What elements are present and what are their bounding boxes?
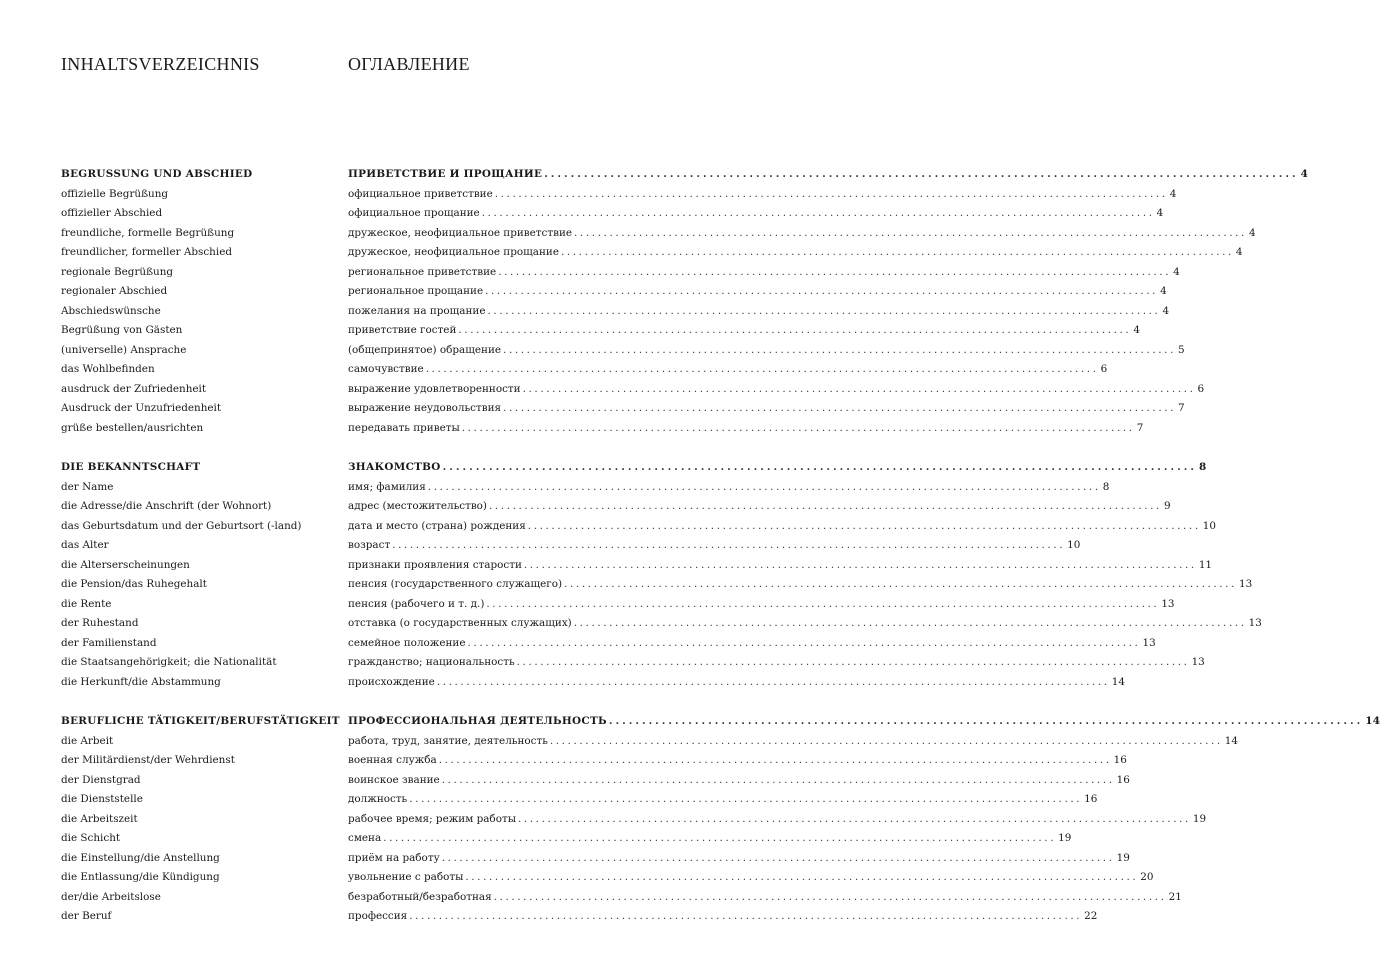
page-number: 13: [1161, 597, 1175, 610]
entry-title: передавать приветы: [348, 421, 460, 434]
toc-entry-german: der Familienstand: [61, 636, 157, 649]
dot-leader: ..................................................................................................................: [486, 597, 1160, 610]
entry-title: ПРОФЕССИОНАЛЬНАЯ ДЕЯТЕЛЬНОСТЬ: [348, 715, 607, 727]
entry-title: региональное приветствие: [348, 265, 497, 278]
page-number: 13: [1142, 636, 1156, 649]
dot-leader: ..................................................................................................................: [438, 754, 1112, 766]
entry-title: дружеское, неофициальное прощание: [348, 246, 559, 258]
dot-leader: ..................................................................................................................: [467, 636, 1141, 649]
dot-leader: ..................................................................................................................: [517, 812, 1191, 825]
toc-entry-german: regionale Begrüßung: [61, 265, 174, 278]
toc-entry-russian: [348, 790, 1098, 809]
dot-leader: ..................................................................................................................: [481, 207, 1155, 219]
toc-entry-russian: [348, 185, 1177, 204]
dot-leader: ..................................................................................................................: [503, 343, 1176, 356]
page-number: 19: [1192, 812, 1207, 825]
page-number: 4: [1235, 246, 1243, 258]
german-contents-heading: INHALTSVERZEICHNIS: [61, 54, 260, 74]
page-number: 4: [1162, 304, 1170, 317]
toc-entry-german: der Dienstgrad: [61, 773, 141, 786]
entry-title: приветствие гостей: [348, 324, 457, 336]
dot-leader: ..................................................................................................................: [441, 773, 1115, 786]
toc-entry-german: offizielle Begrüßung: [61, 187, 169, 200]
toc-entry-german: die Dienststelle: [61, 793, 143, 805]
toc-entry-german: freundlicher, formeller Abschied: [61, 246, 232, 258]
toc-entry-russian: [348, 478, 1110, 497]
dot-leader: ..................................................................................................................: [608, 715, 1364, 727]
entry-title: профессия: [348, 910, 408, 922]
toc-entry-german: die Adresse/die Anschrift (der Wohnort): [61, 500, 272, 512]
entry-title: увольнение с работы: [348, 871, 464, 883]
section-heading-russian: [348, 165, 1309, 184]
entry-title: приём на работу: [348, 851, 440, 864]
page-number: 8: [1102, 480, 1110, 493]
toc-entry-german: regionaler Abschied: [61, 285, 168, 297]
toc-entry-russian: [348, 907, 1098, 926]
page-number: 5: [1177, 343, 1185, 356]
page-number: 4: [1133, 324, 1140, 336]
toc-entry-german: das Wohlbefinden: [61, 363, 155, 375]
entry-title: официальное приветствие: [348, 187, 493, 200]
toc-entry-german: Ausdruck der Unzufriedenheit: [61, 402, 222, 414]
page-number: 13: [1239, 578, 1253, 590]
entry-title: выражение удовлетворенности: [348, 382, 521, 395]
toc-entry-russian: [348, 224, 1256, 243]
toc-entry-russian: [348, 673, 1125, 692]
toc-entry-german: freundliche, formelle Begrüßung: [61, 226, 235, 239]
page-number: 19: [1116, 851, 1130, 864]
dot-leader: ..................................................................................................................: [516, 656, 1190, 668]
page-number: 14: [1224, 734, 1239, 747]
page-number: 7: [1136, 421, 1144, 434]
toc-entry-russian: [348, 497, 1171, 516]
toc-entry-german: die Staatsangehörigkeit; die Nationalität: [61, 656, 277, 668]
toc-entry-russian: [348, 829, 1072, 848]
entry-title: имя; фамилия: [348, 480, 426, 493]
toc-entry-russian: [348, 614, 1262, 633]
dot-leader: ..................................................................................................................: [442, 461, 1198, 473]
page-number: 11: [1198, 558, 1213, 571]
page-number: 4: [1300, 168, 1309, 180]
page-number: 14: [1111, 675, 1125, 688]
toc-entry-german: der Militärdienst/der Wehrdienst: [61, 754, 235, 766]
page-number: 16: [1113, 754, 1127, 766]
page-number: 7: [1178, 402, 1185, 414]
entry-title: региональное прощание: [348, 285, 484, 297]
toc-entry-german: die Alterserscheinungen: [61, 558, 190, 571]
toc-entry-russian: [348, 556, 1213, 575]
entry-title: отставка (о государственных служащих): [348, 617, 572, 629]
dot-leader: ..................................................................................................................: [493, 890, 1167, 903]
dot-leader: ..................................................................................................................: [574, 226, 1247, 239]
toc-entry-russian: [348, 517, 1216, 536]
page-number: 10: [1067, 539, 1081, 551]
page-number: 4: [1160, 285, 1167, 297]
toc-entry-german: grüße bestellen/ausrichten: [61, 421, 204, 434]
page-number: 22: [1084, 910, 1098, 922]
page-number: 4: [1156, 207, 1164, 219]
toc-entry-russian: [348, 282, 1167, 301]
dot-leader: ..................................................................................................................: [409, 793, 1083, 805]
section-heading-russian: [348, 712, 1380, 731]
page-number: 19: [1058, 832, 1072, 844]
dot-leader: ..................................................................................................................: [560, 246, 1234, 258]
toc-entry-russian: [348, 653, 1205, 672]
toc-entry-russian: [348, 243, 1243, 262]
toc-entry-german: die Rente: [61, 597, 112, 610]
toc-entry-russian: [348, 536, 1081, 555]
toc-entry-german: ausdruck der Zufriedenheit: [61, 382, 207, 395]
toc-entry-german: das Geburtsdatum und der Geburtsort (-land): [61, 519, 302, 532]
page-number: 14: [1365, 715, 1380, 727]
toc-entry-russian: [348, 321, 1140, 340]
page-number: 4: [1248, 226, 1256, 239]
dot-leader: ..................................................................................................................: [485, 285, 1159, 297]
toc-entry-german: das Alter: [61, 539, 109, 551]
entry-title: рабочее время; режим работы: [348, 812, 516, 825]
dot-leader: ..................................................................................................................: [427, 480, 1101, 493]
page-number: 20: [1140, 871, 1154, 883]
toc-entry-german: die Herkunft/die Abstammung: [61, 675, 221, 688]
page-number: 8: [1199, 461, 1207, 473]
toc-entry-german: Abschiedswünsche: [61, 304, 161, 317]
dot-leader: ..................................................................................................................: [489, 500, 1162, 512]
entry-title: дружеское, неофициальное приветствие: [348, 226, 573, 239]
entry-title: дата и место (страна) рождения: [348, 519, 526, 532]
toc-entry-german: der/die Arbeitslose: [61, 890, 161, 903]
entry-title: выражение неудовольствия: [348, 402, 502, 414]
toc-entry-russian: [348, 868, 1154, 887]
dot-leader: ..................................................................................................................: [498, 265, 1172, 278]
entry-title: должность: [348, 793, 408, 805]
toc-entry-german: die Entlassung/die Kündigung: [61, 871, 220, 883]
entry-title: воинское звание: [348, 773, 440, 786]
section-heading-german: BEGRUSSUNG UND ABSCHIED: [61, 168, 253, 180]
toc-entry-russian: [348, 380, 1205, 399]
entry-title: гражданство; национальность: [348, 656, 515, 668]
entry-title: безработный/безработная: [348, 890, 492, 903]
toc-entry-russian: [348, 419, 1144, 438]
dot-leader: ..................................................................................................................: [573, 617, 1247, 629]
dot-leader: ..................................................................................................................: [383, 832, 1057, 844]
toc-entry-russian: [348, 360, 1108, 379]
page-number: 6: [1100, 363, 1108, 375]
toc-entry-german: die Arbeit: [61, 734, 114, 747]
entry-title: официальное прощание: [348, 207, 480, 219]
dot-leader: ..................................................................................................................: [487, 304, 1161, 317]
dot-leader: ..................................................................................................................: [409, 910, 1083, 922]
dot-leader: ..................................................................................................................: [564, 578, 1237, 590]
entry-title: военная служба: [348, 754, 437, 766]
toc-entry-russian: [348, 302, 1170, 321]
entry-title: семейное положение: [348, 636, 466, 649]
toc-entry-russian: [348, 399, 1185, 418]
toc-entry-russian: [348, 263, 1180, 282]
entry-title: признаки проявления старости: [348, 558, 522, 571]
page-number: 4: [1169, 187, 1177, 200]
entry-title: адрес (местожительство): [348, 500, 487, 512]
dot-leader: ..................................................................................................................: [392, 539, 1066, 551]
section-heading-german: BERUFLICHE TÄTIGKEIT/BERUFSTÄTIGKEIT: [61, 715, 340, 727]
toc-entry-russian: [348, 575, 1253, 594]
toc-entry-german: der Beruf: [61, 910, 112, 922]
toc-entry-german: die Schicht: [61, 832, 121, 844]
russian-contents-heading: ОГЛАВЛЕНИЕ: [348, 54, 470, 74]
section-heading-russian: [348, 458, 1207, 477]
entry-title: самочувствие: [348, 363, 424, 375]
toc-entry-german: Begrüßung von Gästen: [61, 324, 183, 336]
entry-title: пожелания на прощание: [348, 304, 486, 317]
toc-entry-german: (universelle) Ansprache: [61, 343, 187, 356]
page-number: 9: [1163, 500, 1171, 512]
toc-entry-russian: [348, 634, 1156, 653]
page-number: 13: [1191, 656, 1205, 668]
toc-entry-german: der Name: [61, 480, 114, 493]
page-number: 13: [1248, 617, 1262, 629]
dot-leader: ..................................................................................................................: [425, 363, 1099, 375]
entry-title: пенсия (рабочего и т. д.): [348, 597, 485, 610]
page-number: 6: [1197, 382, 1205, 395]
entry-title: ПРИВЕТСТВИЕ И ПРОЩАНИЕ: [348, 168, 543, 180]
toc-entry-russian: [348, 341, 1185, 360]
entry-title: ЗНАКОМСТВО: [348, 461, 441, 473]
dot-leader: ..................................................................................................................: [458, 324, 1132, 336]
toc-entry-russian: [348, 595, 1175, 614]
dot-leader: ..................................................................................................................: [461, 421, 1135, 434]
toc-entry-german: die Einstellung/die Anstellung: [61, 851, 220, 864]
dot-leader: ..................................................................................................................: [503, 402, 1177, 414]
entry-title: происхождение: [348, 675, 435, 688]
toc-entry-german: der Ruhestand: [61, 617, 139, 629]
page-number: 21: [1168, 890, 1182, 903]
dot-leader: ..................................................................................................................: [494, 187, 1168, 200]
toc-entry-russian: [348, 771, 1130, 790]
entry-title: пенсия (государственного служащего): [348, 578, 563, 590]
toc-entry-russian: [348, 204, 1164, 223]
entry-title: работа, труд, занятие, деятельность: [348, 734, 548, 747]
dot-leader: ..................................................................................................................: [522, 382, 1196, 395]
entry-title: смена: [348, 832, 382, 844]
toc-entry-russian: [348, 888, 1182, 907]
entry-title: (общепринятое) обращение: [348, 343, 502, 356]
page-number: 16: [1116, 773, 1130, 786]
toc-entry-russian: [348, 810, 1207, 829]
entry-title: возраст: [348, 539, 391, 551]
section-heading-german: DIE BEKANNTSCHAFT: [61, 461, 201, 473]
toc-entry-german: die Pension/das Ruhegehalt: [61, 578, 207, 590]
dot-leader: ..................................................................................................................: [527, 519, 1201, 532]
toc-entry-russian: [348, 732, 1239, 751]
dot-leader: ..................................................................................................................: [441, 851, 1115, 864]
dot-leader: ..................................................................................................................: [465, 871, 1139, 883]
dot-leader: ..................................................................................................................: [436, 675, 1110, 688]
page-number: 4: [1173, 265, 1180, 278]
page-number: 10: [1202, 519, 1216, 532]
dot-leader: ..................................................................................................................: [523, 558, 1197, 571]
toc-entry-russian: [348, 849, 1130, 868]
toc-entry-german: offizieller Abschied: [61, 207, 163, 219]
dot-leader: ..................................................................................................................: [549, 734, 1223, 747]
toc-entry-german: die Arbeitszeit: [61, 812, 138, 825]
toc-entry-russian: [348, 751, 1127, 770]
dot-leader: ..................................................................................................................: [544, 168, 1299, 180]
page-number: 16: [1084, 793, 1098, 805]
